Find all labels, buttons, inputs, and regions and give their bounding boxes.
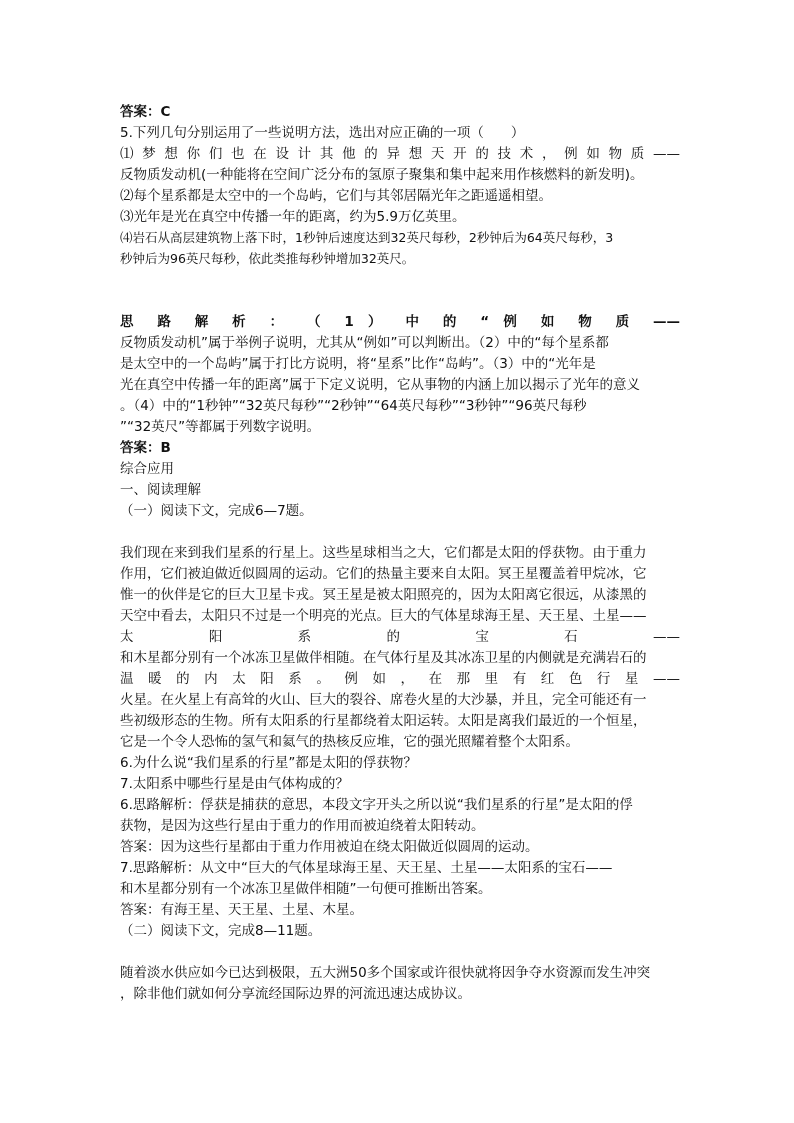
passage-line: 火星。在火星上有高耸的火山、巨大的裂谷、席卷火星的大沙暴，并且，完全可能还有一 xyxy=(120,692,647,708)
question-5-item-4: ⑷岩石从高层建筑物上落下时，1秒钟后速度达到32英尺每秒，2秒钟后为64英尺每秒，3 xyxy=(120,230,614,245)
passage-line: 太 阳 系 的 宝 石 —— xyxy=(120,629,680,645)
analysis-text: 是太空中的一个岛屿”属于打比方说明，将“星系”比作“岛屿”。（3）中的“光年是 xyxy=(120,356,596,372)
analysis-7-cont: 和木星都分别有一个冰冻卫星做伴相随”一句便可推断出答案。 xyxy=(120,881,492,897)
question-7: 7.太阳系中哪些行星是由气体构成的？ xyxy=(120,776,349,792)
question-6: 6.为什么说“我们星系的行星”都是太阳的俘获物？ xyxy=(120,755,417,771)
passage-line: 天空中看去，太阳只不过是一个明亮的光点。巨大的气体星球海王星、天王星、土星—— xyxy=(120,608,647,624)
analysis-7: 7.思路解析：从文中“巨大的气体星球海王星、天王星、土星——太阳系的宝石—— xyxy=(120,860,613,876)
answer-label: 答案：C xyxy=(120,104,171,120)
subsection-heading: 一、阅读理解 xyxy=(120,482,201,498)
question-5: 5.下列几句分别运用了一些说明方法，选出对应正确的一项（ ） xyxy=(120,125,525,141)
analysis-heading: 思 路 解 析 ： （ 1 ） 中 的 “ 例 如 物 质 —— xyxy=(120,314,680,330)
passage-line: 些初级形态的生物。所有太阳系的行星都绕着太阳运转。太阳是离我们最近的一个恒星， xyxy=(120,713,647,729)
answer-6: 答案：因为这些行星都由于重力作用被迫在绕太阳做近似圆周的运动。 xyxy=(120,839,539,855)
reading-instruction: （一）阅读下文，完成6—7题。 xyxy=(120,503,313,519)
passage-line: 我们现在来到我们星系的行星上。这些星球相当之大，它们都是太阳的俘获物。由于重力 xyxy=(120,545,647,561)
passage-line: 温 暖 的 内 太 阳 系 。 例 如 ， 在 那 里 有 红 色 行 星 —— xyxy=(120,671,680,687)
analysis-text: 。（4）中的“1秒钟”“32英尺每秒”“2秒钟”“64英尺每秒”“3秒钟”“96英尺每秒 xyxy=(120,398,587,414)
analysis-6-cont: 获物，是因为这些行星由于重力的作用而被迫绕着太阳转动。 xyxy=(120,818,485,834)
answer-7: 答案：有海王星、天王星、土星、木星。 xyxy=(120,902,363,918)
answer-label: 答案：B xyxy=(120,440,171,456)
passage-line: ，除非他们就如何分享流经国际边界的河流迅速达成协议。 xyxy=(120,986,471,1002)
analysis-text: 光在真空中传播一年的距离”属于下定义说明，它从事物的内涵上加以揭示了光年的意义 xyxy=(120,377,640,393)
passage-line: 作用，它们被迫做近似圆周的运动。它们的热量主要来自太阳。冥王星覆盖着甲烷冰，它 xyxy=(120,566,647,582)
analysis-text: 反物质发动机”属于举例子说明，尤其从“例如”可以判断出。（2）中的“每个星系都 xyxy=(120,335,609,351)
passage-line: 随着淡水供应如今已达到极限，五大洲50多个国家或许很快就将因争夺水资源而发生冲突 xyxy=(120,965,651,981)
question-5-item-1-cont: 反物质发动机(一种能将在空间广泛分布的氢原子聚集和集中起来用作核燃料的新发明)。 xyxy=(120,167,644,183)
question-5-item-2: ⑵每个星系都是太空中的一个岛屿，它们与其邻居隔光年之距遥遥相望。 xyxy=(120,188,552,204)
passage-line: 它是一个令人恐怖的氢气和氦气的热核反应堆，它的强光照耀着整个太阳系。 xyxy=(120,734,579,750)
question-5-item-4-cont: 秒钟后为96英尺每秒，依此类推每秒钟增加32英尺。 xyxy=(120,251,415,266)
analysis-text: ”“32英尺”等都属于列数字说明。 xyxy=(120,419,321,435)
section-heading: 综合应用 xyxy=(120,461,174,477)
passage-line: 和木星都分别有一个冰冻卫星做伴相随。在气体行星及其冰冻卫星的内侧就是充满岩石的 xyxy=(120,650,647,666)
question-5-item-3: ⑶光年是光在真空中传播一年的距离，约为5.9万亿英里。 xyxy=(120,209,466,225)
subsection-heading: （二）阅读下文，完成8—11题。 xyxy=(120,923,322,939)
analysis-6: 6.思路解析：俘获是捕获的意思，本段文字开头之所以说“我们星系的行星”是太阳的俘 xyxy=(120,797,633,813)
question-5-item-1: ⑴ 梦 想 你 们 也 在 设 计 其 他 的 异 想 天 开 的 技 术 ， 例 如 物 质 —— xyxy=(120,146,680,162)
passage-line: 惟一的伙伴是它的巨大卫星卡戎。冥王星是被太阳照亮的，因为太阳离它很远，从漆黑的 xyxy=(120,587,647,603)
